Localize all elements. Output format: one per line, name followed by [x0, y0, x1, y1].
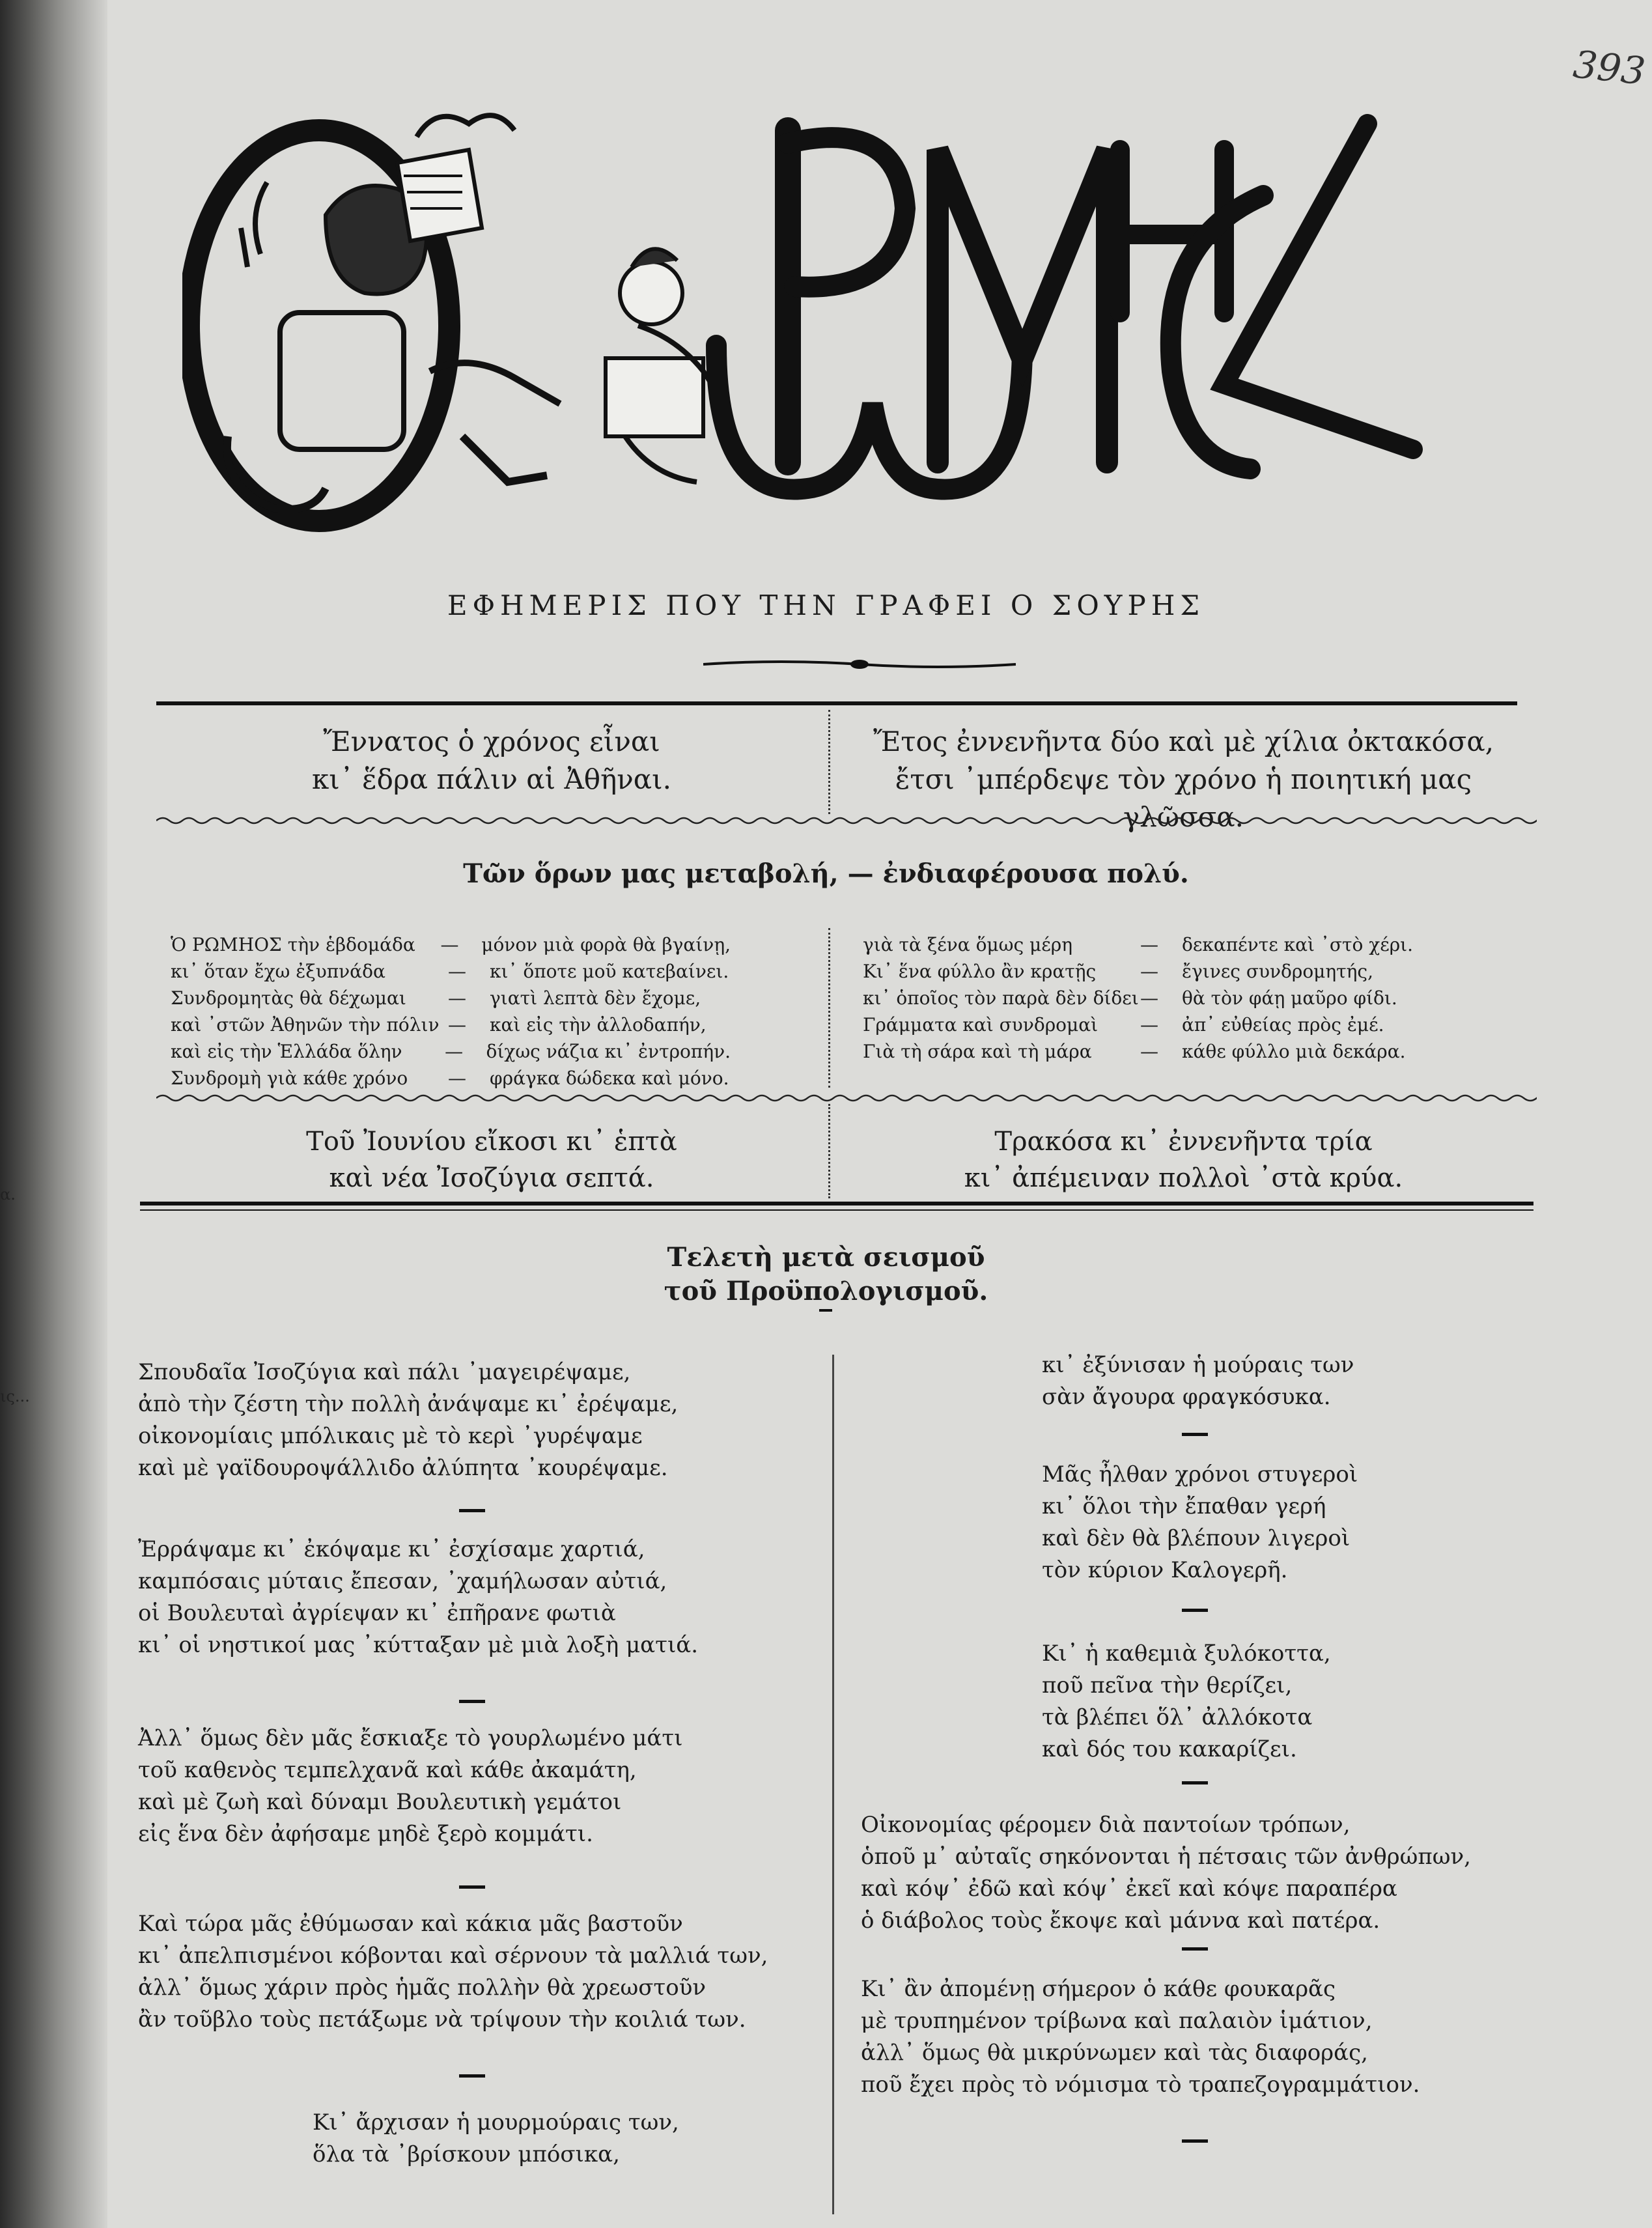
verse-line: Ἀλλ᾿ ὅμως δὲν μᾶς ἔσκιαξε τὸ γουρλωμένο μάτι	[138, 1725, 683, 1751]
verse-line: κι᾿ ὅλοι τὴν ἔπαθαν γερή	[1042, 1493, 1326, 1519]
verse-line: Μᾶς ἦλθαν χρόνοι στυγεροὶ	[1042, 1461, 1358, 1488]
issue-date-separator	[828, 1104, 834, 1198]
terms-term: καὶ εἰς τὴν Ἑλλάδα ὅλην	[171, 1041, 402, 1062]
stanza-dash	[1182, 1947, 1208, 1951]
terms-row	[171, 931, 731, 958]
terms-dash: —	[1140, 934, 1158, 955]
rule-issue-bottom-thin	[140, 1209, 1533, 1211]
terms-term: κι᾿ ὁποῖος τὸν παρὰ δὲν δίδει	[863, 987, 1139, 1009]
stanza-dash	[1182, 2139, 1208, 2143]
terms-row	[171, 1038, 731, 1065]
verse-line: καὶ μὲ ζωὴ καὶ δύναμι Βουλευτικὴ γεμάτοι	[138, 1789, 622, 1815]
verse-line: καὶ δός του κακαρίζει.	[1042, 1736, 1297, 1762]
verse-line: Ἐρράψαμε κι᾿ ἐκόψαμε κι᾿ ἐσχίσαμε χαρτιά,	[138, 1536, 645, 1562]
terms-term: Γράμματα καὶ συνδρομαὶ	[863, 1014, 1099, 1036]
flourish-ornament	[703, 651, 1016, 677]
terms-rhyme: γιατὶ λεπτὰ δὲν ἔχομε,	[490, 987, 701, 1009]
stanza	[1042, 1349, 1354, 1413]
terms-term: Κι᾿ ἕνα φύλλο ἂν κρατῇς	[863, 961, 1097, 982]
issue-date-line: κι᾿ ἀπέμειναν πολλοὶ ᾿στὰ κρύα.	[964, 1163, 1403, 1193]
terms-dash: —	[448, 987, 466, 1009]
terms-row	[171, 958, 731, 985]
dateline-left-line: κι᾿ ἕδρα πάλιν αἱ Ἀθῆναι.	[312, 763, 671, 795]
verse-line: ποῦ πεῖνα τὴν θερίζει,	[1042, 1672, 1293, 1699]
terms-left	[171, 931, 731, 1092]
stanza	[138, 1723, 683, 1850]
verse-line: κι᾿ ἀπελπισμένοι κόβονται καὶ σέρνουν τὰ μαλλιά των,	[138, 1943, 768, 1969]
terms-rhyme: ἀπ᾿ εὐθείας πρὸς ἐμέ.	[1182, 1014, 1384, 1036]
dateline-right-line: Ἔτος ἐννενῆντα δύο καὶ μὲ χίλια ὀκτακόσα,	[873, 726, 1494, 757]
terms-right	[863, 931, 1514, 1065]
stanza-dash	[1182, 1609, 1208, 1612]
stanza-dash	[1182, 1433, 1208, 1436]
terms-rhyme: θὰ τὸν φάῃ μαῦρο φίδι.	[1182, 987, 1397, 1009]
stanza	[1042, 1638, 1331, 1766]
verse-line: ἀλλ᾿ ὅμως θὰ μικρύνωμεν καὶ τὰς διαφοράς,	[861, 2040, 1368, 2066]
terms-term: Συνδρομὴ γιὰ κάθε χρόνο	[171, 1067, 408, 1089]
verse-line: Κι᾿ ἄρχισαν ἡ μουρμούραις των,	[313, 2109, 679, 2136]
verse-line: Σπουδαῖα Ἰσοζύγια καὶ πάλι ᾿μαγειρέψαμε,	[138, 1359, 631, 1385]
terms-dash: —	[445, 1041, 464, 1062]
verse-line: μὲ τρυπημένον τρίβωνα καὶ παλαιὸν ἱμάτιον,	[861, 2008, 1373, 2034]
stanza-dash	[459, 2074, 485, 2078]
verse-line: καμπόσαις μύταις ἔπεσαν, ᾿χαμήλωσαν αὐτιά,	[138, 1568, 667, 1594]
terms-dash: —	[1140, 961, 1158, 982]
issue-date-line: Τρακόσα κι᾿ ἐννενῆντα τρία	[994, 1127, 1373, 1157]
verse-line: οἰκονομίαις μπόλικαις μὲ τὸ κερὶ ᾿γυρέψαμε	[138, 1423, 643, 1449]
verse-line: τὰ βλέπει ὅλ᾿ ἀλλόκοτα	[1042, 1704, 1313, 1730]
verse-line: καὶ δὲν θὰ βλέπουν λιγεροὶ	[1042, 1525, 1351, 1551]
rule-issue-bottom	[140, 1202, 1533, 1206]
terms-rhyme: δίχως νάζια κι᾿ ἐντροπήν.	[486, 1041, 731, 1062]
stanza	[861, 1973, 1420, 2101]
stanza	[313, 2107, 679, 2171]
terms-separator	[828, 928, 834, 1088]
verse-line: ὁποῦ μ᾿ αὐταῖς σηκόνονται ἡ πέτσαις τῶν ἀνθρώπων,	[861, 1844, 1471, 1870]
terms-dash: —	[1140, 987, 1158, 1009]
dateline-separator	[828, 710, 834, 814]
verse-line: κι᾿ ἐξύνισαν ἡ μούραις των	[1042, 1352, 1354, 1378]
terms-term: Ὁ ΡΩΜΗΟΣ τὴν ἑβδομάδα	[171, 934, 415, 955]
terms-row	[863, 931, 1514, 958]
terms-heading: Τῶν ὅρων μας μεταβολή, — ἐνδιαφέρουσα πολύ.	[463, 858, 1189, 889]
terms-row	[863, 1011, 1514, 1038]
verse-line: σὰν ἄγουρα φραγκόσυκα.	[1042, 1384, 1331, 1410]
terms-rhyme: ἔγινες συνδρομητής,	[1182, 961, 1373, 982]
article-title	[0, 1241, 1652, 1308]
stanza-dash	[459, 1700, 485, 1703]
verse-line: ὅλα τὰ ᾿βρίσκουν μπόσικα,	[313, 2141, 620, 2167]
terms-row	[171, 1065, 731, 1092]
issue-date-line: καὶ νέα Ἰσοζύγια σεπτά.	[329, 1163, 654, 1193]
terms-term: γιὰ τὰ ξένα ὅμως μέρη	[863, 934, 1072, 955]
terms-term: κι᾿ ὅταν ἔχω ἐξυπνάδα	[171, 961, 385, 982]
stanza-dash	[459, 1509, 485, 1512]
verse-line: ποῦ ἔχει πρὸς τὸ νόμισμα τὸ τραπεζογραμμάτιον.	[861, 2072, 1420, 2098]
verse-line: οἱ Βουλευταὶ ἀγρίεψαν κι᾿ ἐπῆρανε φωτιὰ	[138, 1600, 616, 1626]
masthead-lettering	[716, 124, 1413, 490]
verse-line: ἂν τοῦβλο τοὺς πετάξωμε νὰ τρίψουν τὴν κοιλιά των.	[138, 2007, 746, 2033]
terms-rhyme: καὶ εἰς τὴν ἀλλοδαπήν,	[490, 1014, 707, 1036]
terms-dash: —	[448, 1014, 466, 1036]
article-title-line: τοῦ Προϋπολογισμοῦ.	[664, 1276, 988, 1306]
dateline-right-line: ἔτσι ᾿μπέρδεψε τὸν χρόνο ἡ ποιητική μας γλῶσσα.	[895, 763, 1472, 833]
wavy-rule	[156, 1093, 1537, 1103]
masthead-logo	[182, 98, 1485, 547]
title-ornament	[819, 1309, 832, 1312]
terms-dash: —	[440, 934, 459, 955]
terms-dash: —	[448, 961, 466, 982]
wavy-rule	[156, 815, 1537, 826]
stanza	[1042, 1459, 1358, 1586]
verse-line: τοῦ καθενὸς τεμπελχανᾶ καὶ κάθε ἀκαμάτη,	[138, 1757, 637, 1783]
terms-row	[863, 1038, 1514, 1065]
terms-row	[863, 985, 1514, 1011]
terms-rhyme: κι᾿ ὅποτε μοῦ κατεβαίνει.	[490, 961, 729, 982]
terms-row	[171, 985, 731, 1011]
terms-term: καὶ ᾿στῶν Ἀθηνῶν τὴν πόλιν	[171, 1014, 440, 1036]
terms-dash: —	[1140, 1041, 1158, 1062]
terms-dash: —	[448, 1067, 466, 1089]
terms-dash: —	[1140, 1014, 1158, 1036]
dateline-left	[156, 723, 827, 798]
stanza-dash	[459, 1885, 485, 1889]
issue-date-left	[156, 1123, 827, 1196]
column-divider	[832, 1355, 834, 2214]
verse-line: ἀπὸ τὴν ζέστη τὴν πολλὴ ἀνάψαμε κι᾿ ἐρέψαμε,	[138, 1391, 679, 1417]
terms-row	[863, 958, 1514, 985]
verse-line: κι᾿ οἱ νηστικοί μας ᾿κύτταξαν μὲ μιὰ λοξὴ ματιά.	[138, 1632, 699, 1658]
stanza	[138, 1908, 768, 2036]
margin-fragment: ις...	[0, 1387, 30, 1405]
verse-line: τὸν κύριον Καλογερῆ.	[1042, 1557, 1288, 1583]
margin-fragment: α.	[0, 1185, 16, 1204]
verse-line: ὁ διάβολος τοὺς ἔκοψε καὶ μάννα καὶ πατέρα.	[861, 1908, 1380, 1934]
dateline-left-line: Ἔννατος ὁ χρόνος εἶναι	[323, 726, 660, 757]
terms-row	[171, 1011, 731, 1038]
verse-line: Οἰκονομίας φέρομεν διὰ παντοίων τρόπων,	[861, 1812, 1351, 1838]
verse-line: Καὶ τώρα μᾶς ἐθύμωσαν καὶ κάκια μᾶς βαστοῦν	[138, 1911, 683, 1937]
terms-rhyme: μόνον μιὰ φορὰ θὰ βγαίνῃ,	[481, 934, 731, 955]
masthead-subtitle: ΕΦΗΜΕΡΙΣ ΠΟΥ ΤΗΝ ΓΡΑΦΕΙ Ο ΣΟΥΡΗΣ	[447, 589, 1205, 621]
verse-line: ἀλλ᾿ ὅμως χάριν πρὸς ἡμᾶς πολλὴν θὰ χρεωστοῦν	[138, 1975, 707, 2001]
stanza	[138, 1357, 678, 1484]
stanza	[138, 1534, 698, 1661]
masthead-illustration	[189, 115, 729, 521]
terms-term: Συνδρομητὰς θὰ δέχωμαι	[171, 987, 406, 1009]
verse-line: καὶ κόψ᾿ ἐδῶ καὶ κόψ᾿ ἐκεῖ καὶ κόψε παραπέρα	[861, 1876, 1397, 1902]
verse-line: Κι᾿ ἡ καθεμιὰ ξυλόκοττα,	[1042, 1641, 1331, 1667]
verse-line: καὶ μὲ γαϊδουροψάλλιδο ἀλύπητα ᾿κουρέψαμε.	[138, 1455, 668, 1481]
issue-date-right	[837, 1123, 1530, 1196]
rule-dateline-top	[156, 701, 1517, 705]
terms-rhyme: κάθε φύλλο μιὰ δεκάρα.	[1182, 1041, 1406, 1062]
terms-rhyme: φράγκα δώδεκα καὶ μόνο.	[490, 1067, 729, 1089]
issue-date-line: Τοῦ Ἰουνίου εἴκοσι κι᾿ ἑπτὰ	[306, 1127, 677, 1157]
page-number: 393	[1571, 42, 1648, 94]
stanza-dash	[1182, 1781, 1208, 1784]
article-title-line: Τελετὴ μετὰ σεισμοῦ	[667, 1242, 985, 1273]
binding-edge	[0, 0, 107, 2228]
verse-line: Κι᾿ ἂν ἀπομένῃ σήμερον ὁ κάθε φουκαρᾶς	[861, 1976, 1336, 2002]
verse-line: εἰς ἕνα δὲν ἀφήσαμε μηδὲ ξερὸ κομμάτι.	[138, 1821, 593, 1847]
terms-term: Γιὰ τὴ σάρα καὶ τὴ μάρα	[863, 1041, 1092, 1062]
terms-rhyme: δεκαπέντε καὶ ᾿στὸ χέρι.	[1182, 934, 1414, 955]
stanza	[861, 1809, 1471, 1937]
